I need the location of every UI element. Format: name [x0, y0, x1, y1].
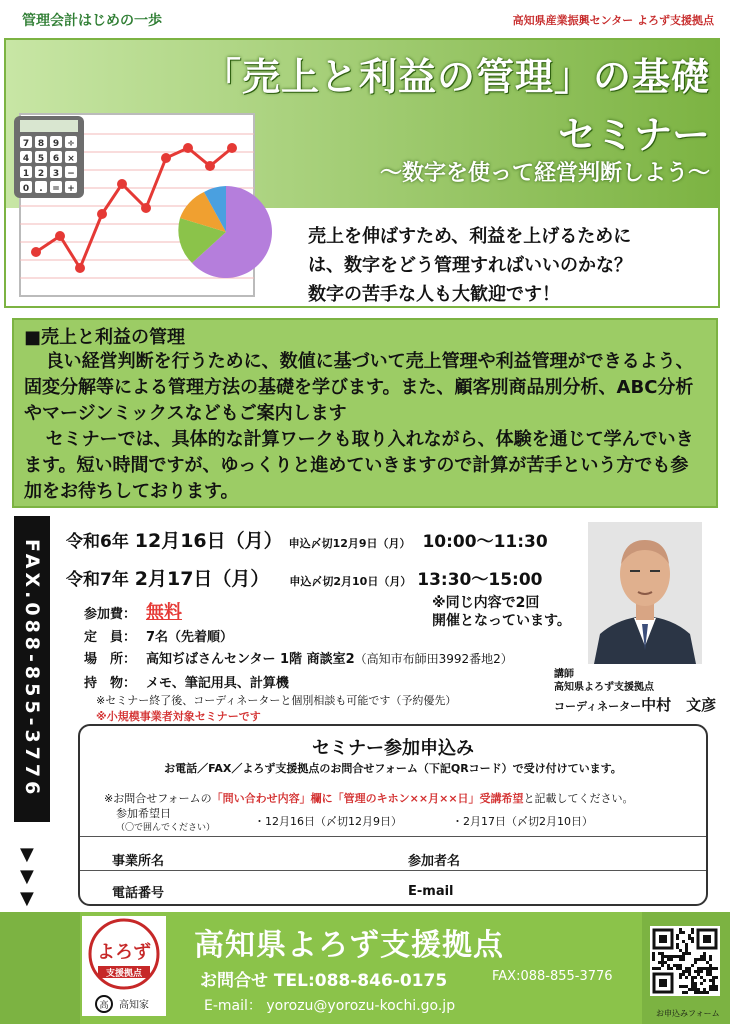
calculator-key-label: 6 [52, 154, 60, 164]
calculator-key-label: = [52, 184, 60, 194]
about-paragraph: セミナーでは、具体的な計算ワークも取り入れながら、体験を通じて学んでいきます。短い時間ですが、ゆっくりと進めていきますので計算が苦手という方でも参加をお待ちしております。 [24, 429, 694, 502]
arrow-down-icon: ▼ [20, 888, 34, 909]
lead-line: 数字の苦手な人も大歓迎です！ [308, 284, 560, 305]
calculator-key-label: 4 [22, 154, 30, 164]
capacity-row [84, 626, 233, 645]
email-field[interactable]: E-mail [408, 884, 454, 899]
form-divider [80, 870, 706, 871]
items-row [84, 672, 289, 691]
calculator-key-label: . [39, 184, 43, 194]
lecturer-affiliation: 高知県よろず支援拠点 [554, 682, 654, 693]
about-section [12, 318, 718, 508]
consultation-note: ※セミナー終了後、コーディネーターと個別相談も可能です（予約優先） [96, 694, 457, 707]
calculator-key-label: × [67, 154, 75, 164]
items-value: メモ、筆記用具、計算機 [146, 676, 289, 691]
form-description: お電話／FAX／よろず支援拠点のお問合せフォーム（下記QRコード）で受け付けています。 [164, 762, 622, 775]
schedule-deadline: 申込〆切2月10日（月） [289, 575, 412, 588]
about-paragraph: 良い経営判断を行うために、数値に基づいて売上管理や利益管理ができるよう、固変分解等による管理方法の基礎を学びます。また、顧客別商品別分析、ABC分析やマージンミックスなどもご案内します [24, 351, 694, 424]
svg-text:高: 高 [99, 1001, 109, 1011]
lecturer-role [554, 668, 654, 694]
form-note-prefix: ※お問合せフォームの [104, 792, 212, 805]
lecturer-title: コーディネーター [554, 700, 642, 713]
venue-value: 高知ぢばさんセンター 1階 商談室2 [146, 652, 355, 667]
lecturer-photo [588, 522, 702, 664]
target-note: ※小規模事業者対象セミナーです [96, 710, 261, 723]
date-choice-label [116, 807, 215, 835]
form-title: セミナー参加申込み [312, 738, 474, 759]
logo-text: よろず [97, 942, 151, 963]
schedule-year: 令和7年 [66, 570, 129, 590]
phone-field[interactable]: 電話番号 [112, 886, 165, 901]
yorozu-logo [82, 916, 166, 1016]
logo-caption: 高知家 [119, 1000, 149, 1011]
fee-value: 無料 [146, 602, 182, 623]
form-note-highlight: 「問い合わせ内容」欄に「管理のキホン××月××日」受講希望 [211, 792, 524, 805]
footer-tel[interactable]: お問合せ TEL:088-846-0175 [200, 971, 448, 991]
date-label: 参加希望日 [116, 807, 171, 820]
calculator-key-label: 2 [37, 169, 45, 179]
schedule-date: 2月17日（月） [134, 568, 270, 590]
lead-line: 売上を伸ばすため、利益を上げるために [308, 226, 632, 247]
capacity-label: 定 員： [84, 630, 137, 645]
calculator-key-label: 9 [52, 139, 60, 149]
calculator-key-label: + [67, 184, 75, 194]
tagline: 〜数字を使って経営判断しよう〜 [379, 161, 710, 186]
business-name-field[interactable]: 事業所名 [112, 854, 165, 869]
calculator-key-label: 1 [22, 169, 30, 179]
schedule-deadline: 申込〆切12月9日（月） [288, 537, 411, 550]
calculator-key-label: 7 [22, 139, 30, 149]
footer-org-name: 高知県よろず支援拠点 [194, 928, 504, 963]
lead-line: は、数字をどう管理すればいいのかな？ [308, 255, 632, 276]
page-subtitle: セミナー [557, 113, 710, 157]
calculator-icon [14, 116, 84, 198]
capacity-value: 7名（先着順） [146, 630, 234, 645]
qr-caption: お申込みフォーム [656, 1009, 720, 1018]
series-tag: 管理会計はじめの一歩 [22, 13, 162, 29]
calculator-key-label: 0 [22, 184, 30, 194]
same-content-note [432, 594, 571, 630]
qr-code-icon[interactable] [650, 926, 720, 996]
items-label: 持 物： [84, 676, 137, 691]
logo-sub: 支援拠点 [105, 969, 143, 979]
form-note [104, 790, 634, 806]
date-option-1[interactable]: ・12月16日（〆切12月9日） [254, 815, 402, 828]
date-hint: （〇で囲んでください） [116, 823, 216, 833]
lead-text [308, 222, 718, 309]
participant-name-field[interactable]: 参加者名 [408, 854, 461, 869]
about-heading: ■売上と利益の管理 [24, 327, 186, 348]
schedule-row [66, 526, 548, 553]
calculator-key-label: ÷ [67, 139, 75, 149]
fee-label: 参加費： [84, 607, 137, 622]
calculator-key-label: 3 [52, 169, 60, 179]
chart-illustration [14, 100, 284, 300]
calculator-key-label: 5 [37, 154, 45, 164]
lecturer-label: 講師 [554, 669, 574, 680]
organizer-tag: 高知県産業振興センター よろず支援拠点 [512, 14, 714, 27]
form-divider [80, 836, 706, 837]
fax-number: FAX.088-855-3776 [21, 539, 43, 799]
calculator-key-label: − [67, 169, 75, 179]
date-option-2[interactable]: ・2月17日（〆切2月10日） [452, 815, 593, 828]
form-note-suffix: と記載してください。 [523, 792, 634, 805]
schedule-time: 10:00〜11:30 [422, 532, 548, 552]
fee-row [84, 598, 182, 624]
page-title: 「売上と利益の管理」の基礎 [202, 55, 710, 99]
schedule-row [66, 564, 542, 591]
venue-address: （高知市布師田3992番地2） [354, 652, 513, 666]
arrow-down-icon: ▼ [20, 866, 34, 887]
venue-label: 場 所： [84, 652, 137, 667]
arrow-down-icon: ▼ [20, 844, 34, 865]
schedule-year: 令和6年 [66, 532, 129, 552]
note-line: 開催となっています。 [432, 613, 571, 629]
lecturer-name: 中村 文彦 [641, 696, 717, 714]
schedule-date: 12月16日（月） [134, 530, 283, 552]
calculator-key-label: 8 [37, 139, 45, 149]
note-line: ※同じ内容で2回 [432, 595, 540, 611]
venue-row [84, 648, 513, 667]
footer-fax: FAX:088-855-3776 [492, 969, 613, 984]
schedule-time: 13:30〜15:00 [417, 570, 543, 590]
footer-email[interactable]: E-mail： yorozu@yorozu-kochi.go.jp [204, 998, 456, 1014]
lecturer-name-row [554, 694, 716, 715]
